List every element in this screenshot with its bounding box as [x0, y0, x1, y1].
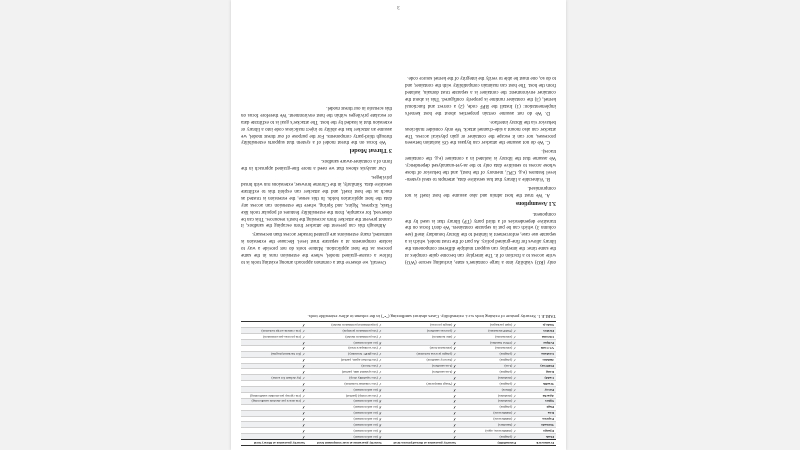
table-cell: ✓ (via Docker agent, partial)	[307, 357, 384, 363]
table-cell: ✓ (modules)	[458, 375, 518, 381]
paragraph: C. We do not assume the attacker can bypass the OS isolation between processes, nor can it escape the container or gain physical access. The attacker can also mount a side-channel attack. We only consider malicious behavior via the library interface.	[405, 118, 556, 145]
table-cell: ✓ (npm packages)	[458, 322, 518, 328]
paragraph: D. We do not assume certain properties about the host kernel's implementation: (1) Install the BPF code, (2) a correct and functional kernel, (3) the container runtime is properly configured. This is about the container environment: the container is a separate trust domain, isolated from the host. The host can maintain compatibility with the container, and to do so, one must be able to verify the integrity of the kernel source code.	[405, 75, 556, 115]
table-header-row	[241, 440, 556, 446]
table-row	[241, 375, 556, 381]
paragraph: We focus on the threat model of a system that supports extensibility through third-party components. For the purpose of our threat model, we assume an attacker has the ability to inject malicious code into a library or extension that is loaded by the host. The attacker's goal is to exfiltrate data or escalate privileges within the host environment. We therefore focus on this scenario in our threat model.	[241, 104, 392, 145]
table-cell: ✗	[241, 357, 307, 363]
table-row	[241, 328, 556, 334]
security-posture-table	[241, 321, 556, 446]
table-row	[241, 434, 556, 440]
table-cell: ✗ (no enforcement)	[307, 410, 384, 416]
table-cell: ✗	[384, 428, 458, 434]
framework-name-cell: Firefox	[518, 328, 556, 334]
table-cell: ✓ (via seccomp) (partial)	[307, 392, 384, 398]
table-cell: ✓ (handlers)	[458, 422, 518, 428]
framework-name-cell: Envoy	[518, 387, 556, 393]
table-cell: ✗	[241, 369, 307, 375]
paragraph: Our analysis shows that we need a more fine-grained approach in the form of a container-aware sandbox.	[241, 158, 392, 171]
table-body	[241, 322, 556, 440]
table-cell: ✗ (no enforcement)	[307, 422, 384, 428]
table-cell: ✗	[384, 404, 458, 410]
paper-page	[231, 0, 566, 450]
table-cell: ✓ (via capability drop)	[307, 375, 384, 381]
table-cell: ✓ (middleware)	[458, 416, 518, 422]
framework-name-cell: Eclipse	[518, 339, 556, 345]
table-cell: ✗ (no enforcement)	[307, 434, 384, 440]
table-cell: ✗	[384, 416, 458, 422]
table-cell: ✗	[241, 410, 307, 416]
table-cell: ✓ (plugins)	[458, 381, 518, 387]
framework-name-cell: Flask	[518, 434, 556, 440]
table-cell: ✓ (via container isolation)	[307, 381, 384, 387]
framework-name-cell: Jenkins	[518, 357, 556, 363]
table-cell: ✗	[384, 422, 458, 428]
table-cell: ✗ (no enforcement)	[307, 398, 384, 404]
table-row	[241, 363, 556, 369]
table-cell: ✓ (plugins)	[458, 404, 518, 410]
table-cell: ✗	[384, 398, 458, 404]
table-row	[241, 381, 556, 387]
table-cell: ✓ (modules)	[458, 398, 518, 404]
table-header-cell: Security guarantee at thread/process level	[384, 440, 458, 446]
table-cell: ✓ (experimental permission model)	[307, 322, 384, 328]
framework-name-cell: Koa	[518, 410, 556, 416]
table-cell: ✗	[241, 404, 307, 410]
section-heading: 3.1 Assumptions	[515, 199, 556, 206]
security-table-figure	[241, 270, 556, 446]
table-cell: ✓ (via content-script isolation)	[241, 328, 307, 334]
framework-name-cell: Express	[518, 416, 556, 422]
table-header-cell: Security guarantee at user/component level	[307, 440, 384, 446]
table-row	[241, 357, 556, 363]
table-cell: ✗ (no enforcement)	[307, 404, 384, 410]
table-cell: ✗	[241, 339, 307, 345]
table-cell: ✓ (by default for some)	[241, 375, 307, 381]
table-cell: ✓ (via chroot)	[307, 363, 384, 369]
table-row	[241, 404, 556, 410]
table-cell: ✗ (no enforcement)	[307, 387, 384, 393]
table-cell: ✓ (process sandbox)	[384, 328, 458, 334]
section-heading: 3 Threat Model	[349, 147, 392, 155]
table-cell: ✓ (via cgroup per-module sandboxing)	[241, 392, 307, 398]
framework-name-cell: Django	[518, 428, 556, 434]
table-row	[241, 416, 556, 422]
framework-name-cell: Nginx	[518, 398, 556, 404]
table-cell: ✓ (modules)	[458, 392, 518, 398]
table-row	[241, 428, 556, 434]
table-cell: ✗	[241, 428, 307, 434]
framework-name-cell: Hapi	[518, 404, 556, 410]
table-cell: ✓ (via gRPC boundary)	[307, 351, 384, 357]
paragraph: A. We trust the host admin and also assume the host itself is not compromised.	[405, 184, 556, 197]
table-row	[241, 334, 556, 340]
table-cell: ✓ (via permission model)	[307, 334, 384, 340]
framework-name-cell: Caddy	[518, 375, 556, 381]
table-cell: ✗ (Yaegi interpreter)	[384, 381, 458, 387]
table-cell: ✓ (site isolation)	[384, 334, 458, 340]
framework-name-cell: VS Code	[518, 345, 556, 351]
page-number: 3	[397, 4, 400, 9]
table-cell: ✗ (single process)	[384, 322, 458, 328]
table-caption: TABLE 1. Security posture of existing tools w.r.t. extensibility. Cases abstract sandboxing ("•") in the column to allow extensible tools.	[307, 314, 556, 320]
table-cell: ✓ (via strace per-module sandboxing)	[241, 398, 307, 404]
framework-name-cell: HAProxy	[518, 363, 556, 369]
framework-name-cell: Traefik	[518, 381, 556, 387]
table-cell: ✗	[241, 381, 307, 387]
table-cell: ✓ (plugins)	[458, 357, 518, 363]
table-cell: ✗ (no enforcement)	[307, 428, 384, 434]
table-cell: ✓ (for backend plugins)	[241, 351, 307, 357]
paragraph: Although this can prevent the attacker from escaping the sandbox, it cannot prevent the attacker from accessing the host's resources. This can be observed, for example, from the extensibility features of popular tools like Flask, Express, Nginx, and Spring, where the extension can access any data the host application holds. In this sense, the extension is trusted as much as the host itself, and the attacker can exploit this to exfiltrate sensitive data. Similarly, in the Chrome browser, extensions run with broad privileges.	[241, 174, 392, 228]
table-cell: ✓ (middleware, apps)	[458, 428, 518, 434]
framework-name-cell: Node.js	[518, 322, 556, 328]
table-cell: ✗ (Lua sandbox)	[384, 363, 458, 369]
table-cell: ✗	[241, 345, 307, 351]
table-cell: ✓ (WebExtensions)	[458, 328, 518, 334]
rotated-page-content	[231, 0, 566, 450]
table-row	[241, 410, 556, 416]
table-header-cell: Extensibility	[458, 440, 518, 446]
table-cell: ✓ (middleware)	[458, 410, 518, 416]
paragraph: Overall, we observe that a common approach among existing tools is to follow a coarse-grained model, where the extension runs in the same process as the host application. Mature tools do not provide a way to isolate components at a separate trust level. Because the extension is untrusted, many extensions are granted broader access than necessary.	[241, 231, 392, 264]
table-row	[241, 339, 556, 345]
table-cell: ✓ (via permission prompts)	[307, 328, 384, 334]
table-cell: ✗	[241, 322, 307, 328]
table-cell: ✓ (plugin process isolation)	[384, 351, 458, 357]
text-column-left	[405, 14, 556, 264]
table-row	[241, 387, 556, 393]
table-row	[241, 392, 556, 398]
table-cell: ✓ (filters)	[458, 387, 518, 393]
table-cell: ✓ (extensions)	[458, 334, 518, 340]
table-cell: ✓ (Groovy sandbox)	[384, 357, 458, 363]
framework-name-cell: Apache	[518, 392, 556, 398]
table-row	[241, 322, 556, 328]
table-cell: ✗	[241, 387, 307, 393]
text-column-right	[241, 14, 392, 264]
table-cell: ✓ (via systemd unit, partial)	[307, 369, 384, 375]
table-header-cell: Framework	[518, 440, 556, 446]
table-row	[241, 369, 556, 375]
framework-name-cell: Kong	[518, 369, 556, 375]
table-row	[241, 351, 556, 357]
table-cell: ✗	[384, 392, 458, 398]
table-cell: ✓ (Lua)	[458, 363, 518, 369]
table-cell: ✓ (via workspace trust)	[307, 345, 384, 351]
table-row	[241, 422, 556, 428]
table-cell: ✗	[241, 422, 307, 428]
table-cell: ✗	[241, 434, 307, 440]
table-cell: ✗ (extension host)	[384, 345, 458, 351]
table-cell: ✗	[241, 416, 307, 422]
table-cell: ✓ (extensions)	[458, 345, 518, 351]
table-cell: ✓ (via process-per-extension)	[241, 334, 307, 340]
table-cell: ✓ (OSGi bundles)	[458, 339, 518, 345]
table-cell: ✗	[241, 363, 307, 369]
table-cell: ✓ (plugins)	[458, 369, 518, 375]
paragraph: only (RO) visibility into a large container's state, including secure (WO) write access to a fraction of it. The interplay can become quite complex at the same time: the interplay can support multiple different components the library allows for fine-grained policy. As part of the trust model, which is a separate use case, enforcement is limited to the library boundary itself (see column 3) which can be put in separate containers. We don't focus on the transitive dependencies of a third party (TP) library that is used by the component.	[405, 210, 556, 264]
table-cell: ✗	[384, 434, 458, 440]
text-columns	[241, 14, 556, 264]
table-row	[241, 345, 556, 351]
table-cell: ✗	[384, 375, 458, 381]
framework-name-cell: Tornado	[518, 422, 556, 428]
table-cell: ✗	[384, 387, 458, 393]
table-cell: ✓ (plugins)	[458, 434, 518, 440]
table-cell: ✗ (no enforcement)	[307, 339, 384, 345]
table-header-cell: Security guarantee at library level	[241, 440, 307, 446]
table-cell: ✗	[384, 339, 458, 345]
framework-name-cell: Grafana	[518, 351, 556, 357]
paragraph: B. Vulnerable a library that has sensitive data, attempts to steal system-level features (e.g. CPU, memory of the host), and the behavior of those whose access to sensitive data only to the as-yet-unanalysed dependency. We assume that the library is isolated in a container (e.g. the container traces).	[405, 148, 556, 182]
framework-name-cell: Chrome	[518, 334, 556, 340]
table-cell: ✗	[384, 410, 458, 416]
table-row	[241, 398, 556, 404]
table-cell: ✗ (no enforcement)	[307, 416, 384, 422]
table-cell: ✓ (plugins)	[458, 351, 518, 357]
table-cell: ✗ (Lua sandbox)	[384, 369, 458, 375]
